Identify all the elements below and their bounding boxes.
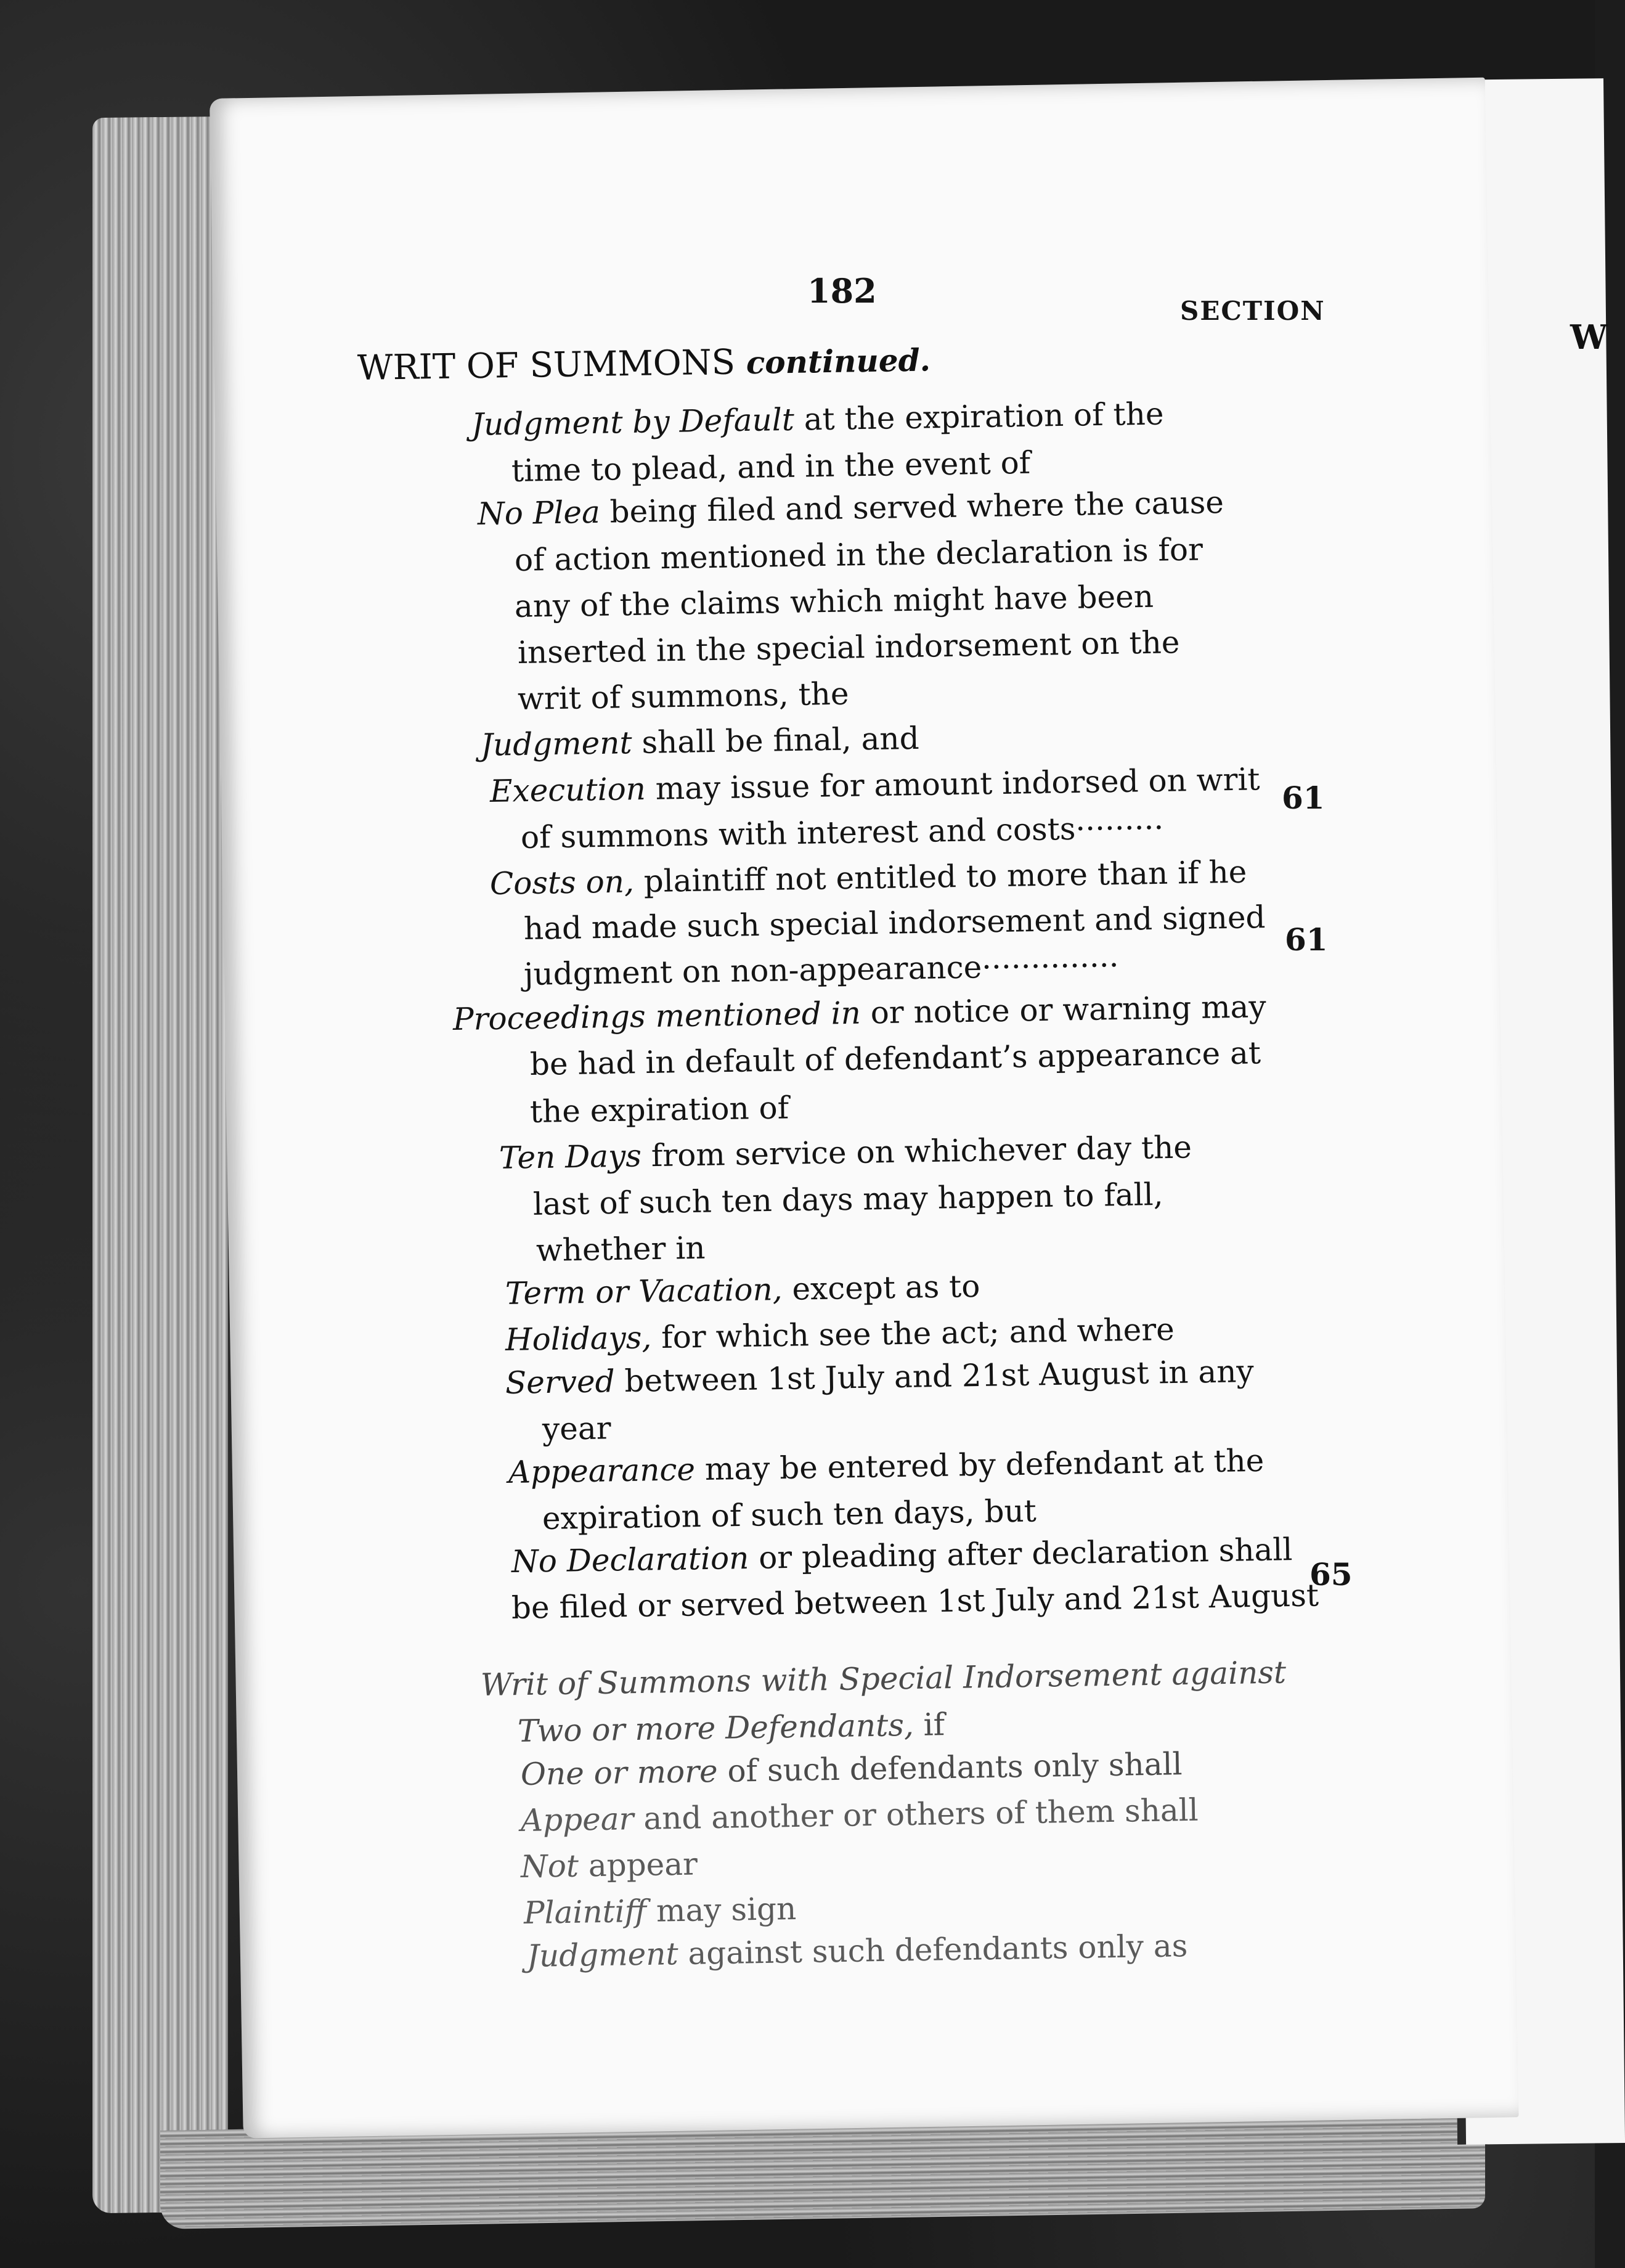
- index-text: expiration of such ten days, but: [542, 1493, 1037, 1536]
- index-line: [505, 1268, 980, 1311]
- index-text: of such defendants only shall: [717, 1746, 1183, 1789]
- index-keyword: No Plea: [477, 494, 601, 532]
- index-keyword: Not: [520, 1848, 579, 1885]
- index-text: the expiration of: [529, 1090, 789, 1130]
- index-text: time to plead, and in the event of: [511, 444, 1031, 489]
- index-text: and another or others of them shall: [633, 1792, 1199, 1837]
- index-text: any of the claims which might have been: [514, 578, 1154, 624]
- index-line: [536, 1230, 706, 1268]
- index-text: at the expiration of the: [794, 396, 1164, 438]
- index-text: of summons with interest and costs·········: [520, 809, 1164, 855]
- index-keyword: Judgment: [480, 725, 632, 763]
- index-text: may sign: [646, 1891, 797, 1929]
- index-text: may be entered by defendant at the: [694, 1442, 1265, 1488]
- section-number: 61: [1282, 780, 1325, 816]
- index-text: inserted in the special indorsement on the: [517, 624, 1180, 671]
- heading-continued: continued.: [746, 341, 931, 381]
- index-text: if: [913, 1707, 945, 1743]
- section-number: 65: [1309, 1556, 1353, 1593]
- index-text: writ of summons, the: [517, 675, 849, 717]
- index-keyword: Appear: [520, 1801, 634, 1838]
- index-text: from service on whichever day the: [641, 1129, 1192, 1174]
- index-keyword: Ten Days: [499, 1138, 642, 1176]
- index-keyword: No Declaration: [511, 1540, 749, 1580]
- index-text: against such defendants only as: [678, 1928, 1188, 1972]
- index-text: plaintiff not entitled to more than if he: [633, 854, 1247, 900]
- index-line: [521, 1846, 698, 1885]
- page-number: 182: [807, 271, 877, 311]
- index-text: between 1st July and 21st August in any: [614, 1353, 1255, 1400]
- index-text: last of such ten days may happen to fall,: [532, 1176, 1163, 1222]
- index-line: [518, 1707, 945, 1749]
- index-text: judgment on non-appearance··············: [523, 947, 1120, 992]
- index-line: [518, 676, 849, 717]
- index-text: or notice or warning may: [860, 989, 1267, 1031]
- index-line: [542, 1410, 611, 1447]
- index-text: whether in: [536, 1230, 706, 1268]
- index-keyword: Judgment by Default: [471, 401, 795, 443]
- index-keyword: Plaintiff: [523, 1893, 647, 1931]
- index-text: for which see the act; and where: [651, 1311, 1175, 1356]
- index-line: [481, 720, 919, 763]
- index-keyword: Two or more Defendants,: [517, 1707, 914, 1749]
- index-text: of action mentioned in the declaration is for: [514, 531, 1203, 578]
- index-text: year: [542, 1410, 612, 1447]
- index-keyword: Served: [505, 1363, 616, 1401]
- index-text: be had in default of defendant’s appearance at: [529, 1035, 1261, 1082]
- section-column-header: SECTION: [1180, 296, 1326, 326]
- index-text: appear: [578, 1846, 698, 1884]
- heading-main: WRIT OF SUMMONS: [357, 342, 736, 388]
- index-line: [530, 1090, 789, 1130]
- index-text: except as to: [782, 1268, 980, 1307]
- index-text: being filed and served where the cause: [600, 484, 1224, 530]
- index-text: had made such special indorsement and signed: [523, 899, 1266, 947]
- index-keyword: Execution: [489, 771, 646, 809]
- index-keyword: Term or Vacation,: [505, 1271, 783, 1311]
- index-text: shall be final, and: [632, 720, 920, 761]
- index-keyword: Writ of Summons with Special Indorsement against: [480, 1654, 1287, 1703]
- index-keyword: Appearance: [508, 1451, 696, 1490]
- index-keyword: Judgment: [526, 1936, 678, 1974]
- index-text: may issue for amount indorsed on writ: [645, 761, 1260, 807]
- index-keyword: One or more: [520, 1753, 719, 1792]
- facing-page-letter: W: [1570, 317, 1608, 357]
- section-number: 61: [1285, 921, 1328, 958]
- book-page-edges: [92, 116, 228, 2213]
- index-keyword: Holidays,: [505, 1320, 652, 1358]
- index-keyword: Proceedings mentioned in: [452, 995, 861, 1037]
- index-line: [524, 1891, 797, 1931]
- index-keyword: Costs on,: [489, 863, 635, 902]
- index-text: be filed or served between 1st July and 21st August: [511, 1577, 1319, 1626]
- index-text: or pleading after declaration shall: [748, 1532, 1293, 1576]
